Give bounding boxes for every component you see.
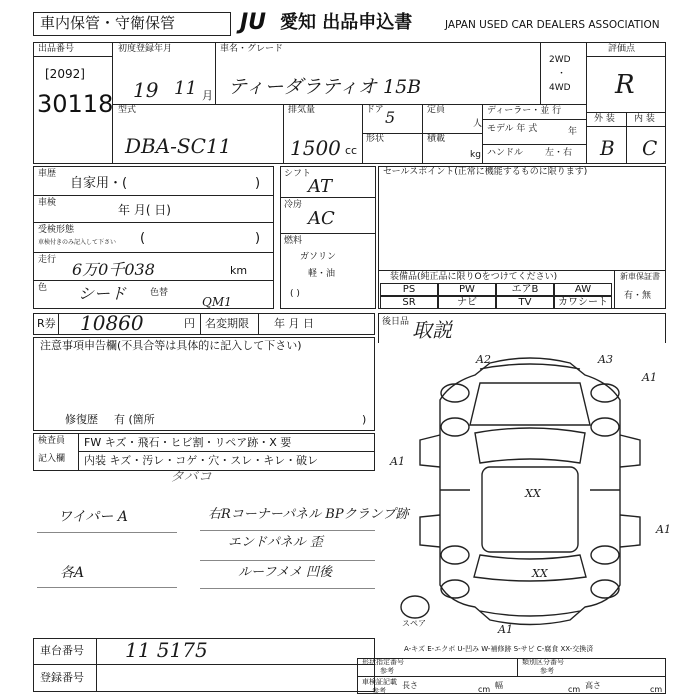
equipment-label: 装備品(純正品に限りOをつけてください) [390, 272, 558, 282]
aftermarket-label: 後日品 [382, 317, 410, 327]
fuel-label: 燃料 [284, 236, 303, 246]
color-change-label: 色替 [150, 288, 169, 298]
footer-cm-3: cm [650, 685, 663, 694]
footer-ref-1: 参考 [380, 667, 394, 675]
recycle-value: 10860 [80, 311, 144, 335]
ac-value: AC [308, 208, 335, 229]
inspector-scribble: タバコ [170, 469, 212, 485]
registration-year: 19 [133, 78, 159, 102]
drive-2wd: 2WD [549, 55, 571, 65]
sales-point-label: セールスポイント(正常に機能するものに限ります) [383, 167, 588, 177]
history-label: 車歴 [38, 169, 57, 179]
interior-label: 内 装 [634, 114, 655, 124]
equipment-item: SR [380, 296, 438, 309]
rating-label: 評価点 [608, 44, 636, 54]
capacity-label: 定員 [427, 105, 446, 115]
footer-cm-2: cm [568, 685, 581, 694]
model-value: DBA-SC11 [125, 134, 232, 158]
footer-cm-1: cm [478, 685, 491, 694]
damage-legend: A-キズ E-エクボ U-凹み W-補修跡 S-サビ C-腐食 XX-交換済 [404, 645, 594, 653]
chassis-value: 11 5175 [125, 638, 208, 662]
car-damage-diagram [380, 345, 680, 635]
footer-ref-3: 参考 [372, 687, 386, 695]
equipment-item: エアB [496, 283, 554, 296]
doors-label: ドア [366, 105, 384, 115]
year-unit: 年 [568, 127, 578, 137]
notes-label: 注意事項申告欄(不具合等は具体的に記入して下さい) [40, 339, 302, 352]
car-name-label: 車名・グレード [220, 44, 284, 54]
note-end-panel: エンドパネル 歪 [228, 535, 323, 550]
footer-form-label: 形状指定番号 [362, 658, 404, 666]
fuel-gasoline: ガソリン [300, 252, 337, 262]
note-wiper: ワイパー A [58, 509, 128, 525]
color-code: QM1 [202, 295, 232, 309]
diagram-mark-xx-rear: XX [532, 567, 548, 580]
car-name-value: ティーダラティオ 15B [228, 76, 422, 98]
repair-value: 有 (箇所 [114, 413, 155, 426]
storage-label: 車内保管・守衛保管 [40, 14, 176, 32]
shape-label: 形状 [366, 134, 385, 144]
recycle-label: R券 [37, 317, 56, 330]
displacement-label: 排気量 [288, 105, 316, 115]
exterior-label: 外 装 [594, 114, 615, 124]
accept-open: ( [140, 231, 146, 246]
diagram-mark-a1-front: A1 [642, 371, 657, 384]
recycle-unit: 円 [184, 317, 195, 330]
footer-type-label: 類別区分番号 [522, 658, 564, 666]
doors-value: 5 [385, 108, 396, 127]
form-title: 愛知 出品申込書 [280, 12, 413, 33]
name-change-text: 年 月 日 [274, 317, 314, 330]
dealer-label: ディーラー・並 行 [487, 106, 562, 116]
handle-options: 左・右 [545, 148, 573, 158]
handle-label: ハンドル [487, 148, 524, 158]
equipment-item: TV [496, 296, 554, 309]
interior-grade: C [642, 136, 658, 160]
rating-value: R [615, 70, 635, 100]
history-close: ) [255, 176, 261, 191]
model-year-label: モデル 年 式 [487, 124, 538, 134]
footer-ref-2: 参考 [540, 667, 554, 675]
model-label: 型式 [118, 105, 137, 115]
drive-sep: ・ [557, 69, 567, 79]
lot-number: 30118 [37, 90, 114, 118]
warranty-label: 新車保証書 [620, 272, 660, 281]
registration-month-unit: 月 [202, 89, 213, 102]
color-value: シード [78, 284, 127, 303]
note-each-a: 各A [60, 565, 85, 581]
inspector-label-1: 検査員 [38, 436, 66, 446]
shift-value: AT [308, 176, 333, 197]
inspector-row-2: 内装 キズ・汚レ・コゲ・穴・スレ・キレ・破レ [84, 454, 319, 467]
inspection-label: 車検 [38, 198, 57, 208]
equipment-item: PS [380, 283, 438, 296]
note-corner-panel: 右Rコーナーパネル BPクランプ跡 [208, 507, 409, 522]
diagram-mark-a3: A3 [598, 353, 613, 366]
footer-cert-label: 車検証記載 [362, 678, 397, 686]
diagram-mark-a1-right: A1 [656, 523, 671, 536]
weight-unit: kg [470, 150, 481, 160]
footer-length: 長さ [402, 681, 418, 690]
footer-height: 高さ [585, 681, 601, 690]
accept-label: 受検形態 [38, 225, 75, 235]
shift-label: シフト [284, 169, 312, 179]
inspector-row-1: FW キズ・飛石・ヒビ割・リペア跡・X 要 [84, 436, 292, 449]
accept-close: ) [255, 231, 261, 246]
registration-label: 初度登録年月 [118, 44, 173, 54]
inspector-label-2: 記入欄 [38, 454, 66, 464]
mileage-label: 走行 [38, 255, 57, 265]
repair-close: ) [362, 413, 367, 426]
association-name: JAPAN USED CAR DEALERS ASSOCIATION [445, 19, 660, 31]
exterior-grade: B [600, 136, 615, 160]
displacement-unit: cc [345, 144, 358, 157]
diagram-mark-a1-rear: A1 [498, 623, 513, 635]
spare-label: スペア [402, 619, 426, 628]
repair-label: 修復歴 [65, 413, 98, 426]
equipment-item: PW [438, 283, 496, 296]
inspection-text: 年 月( 日) [118, 203, 171, 217]
equipment-item: ナビ [438, 296, 496, 309]
ac-label: 冷房 [284, 200, 303, 210]
footer-width: 幅 [495, 681, 503, 690]
weight-label: 積載 [427, 134, 446, 144]
diagram-mark-xx-roof: XX [525, 487, 541, 500]
lot-sub-number: [2092] [45, 67, 85, 81]
accept-note: 車検付きのみ記入して下さい [38, 239, 117, 246]
drive-4wd: 4WD [549, 83, 571, 93]
capacity-unit: 人 [473, 119, 483, 129]
equipment-item: AW [554, 283, 612, 296]
equipment-grid [380, 283, 612, 309]
fuel-other: ( ) [290, 289, 300, 299]
mileage-unit: km [230, 264, 248, 277]
name-change-label: 名変期限 [205, 317, 249, 330]
note-roof: ルーフメメ 凹後 [238, 565, 332, 580]
equipment-item: カワシート [554, 296, 612, 309]
reg-number-label: 登録番号 [40, 671, 84, 684]
displacement-value: 1500 [290, 136, 341, 160]
ju-logo: JU [240, 10, 267, 35]
diagram-mark-a2: A2 [476, 353, 491, 366]
history-value: 自家用・( [70, 176, 128, 191]
warranty-options: 有・無 [624, 291, 652, 301]
lot-label: 出品番号 [38, 44, 75, 54]
mileage-value: 6万0千038 [72, 260, 155, 279]
color-label: 色 [38, 283, 48, 293]
fuel-diesel: 軽・油 [308, 269, 336, 279]
aftermarket-value: 取説 [412, 318, 452, 342]
registration-month: 11 [174, 78, 197, 99]
diagram-mark-a1-side: A1 [390, 455, 405, 468]
chassis-label: 車台番号 [40, 644, 84, 657]
